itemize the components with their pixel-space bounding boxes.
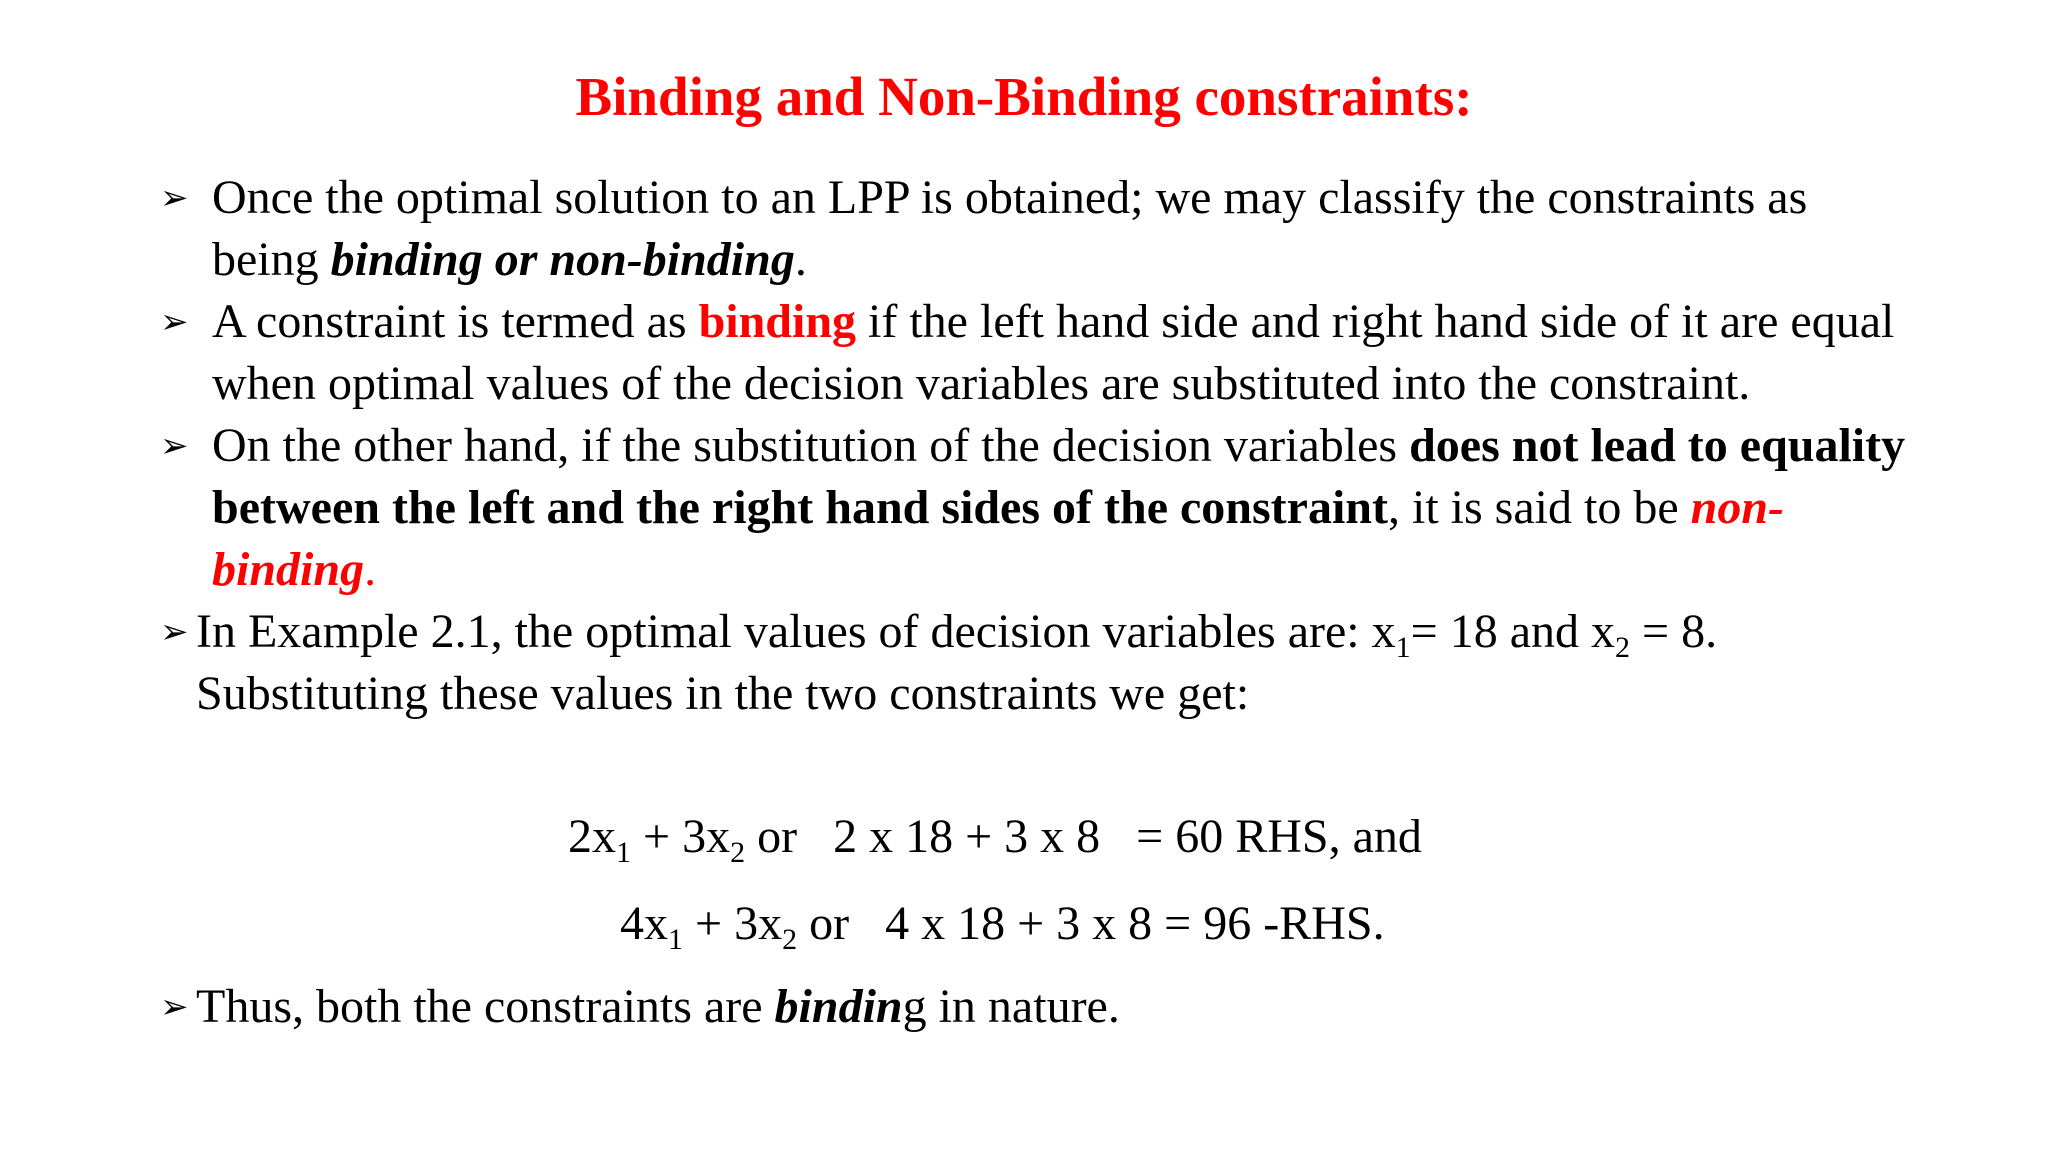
bullet-5-emphasis: bindin bbox=[774, 980, 903, 1033]
bullet-3-end: . bbox=[364, 543, 377, 596]
bullet-5-text: Thus, both the constraints are bbox=[196, 980, 775, 1033]
bullet-item-4 bbox=[160, 601, 1920, 725]
subscript-1: 1 bbox=[1395, 631, 1411, 664]
eq1-sub-2: 2 bbox=[730, 836, 746, 869]
equation-2 bbox=[620, 893, 1385, 955]
bullet-item-1 bbox=[160, 167, 1920, 291]
bullet-4-text: In Example 2.1, the optimal values of decision variables are: x bbox=[196, 605, 1396, 658]
bullet-4-mid: = 18 and x bbox=[1410, 605, 1615, 658]
eq2-sub-1: 1 bbox=[668, 923, 683, 956]
bullet-2-emphasis: binding bbox=[698, 295, 857, 348]
subscript-2: 2 bbox=[1615, 631, 1630, 664]
arrow-bullet-icon: ➢ bbox=[160, 178, 189, 218]
eq1-rest: or 2 x 18 + 3 x 8 = 60 RHS, and bbox=[745, 810, 1422, 863]
equation-1 bbox=[568, 806, 1422, 868]
bullet-3-bold: does not lead to equality between the left and the right hand sides of the constraint bbox=[212, 419, 1906, 534]
arrow-bullet-icon: ➢ bbox=[160, 987, 189, 1027]
slide-title: Binding and Non-Binding constraints: bbox=[575, 66, 1473, 127]
bullet-1-end: . bbox=[794, 233, 807, 286]
eq1-term-a: 2x bbox=[568, 810, 616, 863]
arrow-bullet-icon: ➢ bbox=[160, 426, 189, 466]
bullet-3-text: On the other hand, if the substitution of the decision variables bbox=[212, 419, 1410, 472]
bullet-4-end: = 8. Substituting these values in the two constraints we get: bbox=[196, 605, 1718, 720]
eq2-term-a: 4x bbox=[620, 897, 668, 950]
bullet-3-mid: , it is said to be bbox=[1387, 481, 1691, 534]
eq2-term-b: + 3x bbox=[683, 897, 783, 950]
bullet-list bbox=[160, 167, 1920, 725]
bullet-item-2 bbox=[160, 291, 1920, 415]
bullet-1-text: Once the optimal solution to an LPP is obtained; we may classify the constraints as being bbox=[212, 171, 1808, 286]
bullet-2-end: if the left hand side and right hand side of it are equal when optimal values of the decision variables are substituted into the constraint. bbox=[212, 295, 1895, 410]
bullet-item-3 bbox=[160, 415, 1920, 601]
bullet-1-emphasis: binding or non-binding bbox=[330, 233, 795, 286]
eq1-term-b: + 3x bbox=[631, 810, 731, 863]
bullet-2-text: A constraint is termed as bbox=[212, 295, 699, 348]
bullet-3-emphasis: non-binding bbox=[212, 481, 1785, 596]
eq2-sub-2: 2 bbox=[782, 923, 798, 956]
arrow-bullet-icon: ➢ bbox=[160, 612, 189, 652]
bullet-item-5 bbox=[160, 976, 1120, 1038]
eq2-rest: or 4 x 18 + 3 x 8 = 96 -RHS. bbox=[797, 897, 1385, 950]
eq1-sub-1: 1 bbox=[616, 836, 631, 869]
bullet-5-end: g in nature. bbox=[902, 980, 1120, 1033]
arrow-bullet-icon: ➢ bbox=[160, 302, 189, 342]
